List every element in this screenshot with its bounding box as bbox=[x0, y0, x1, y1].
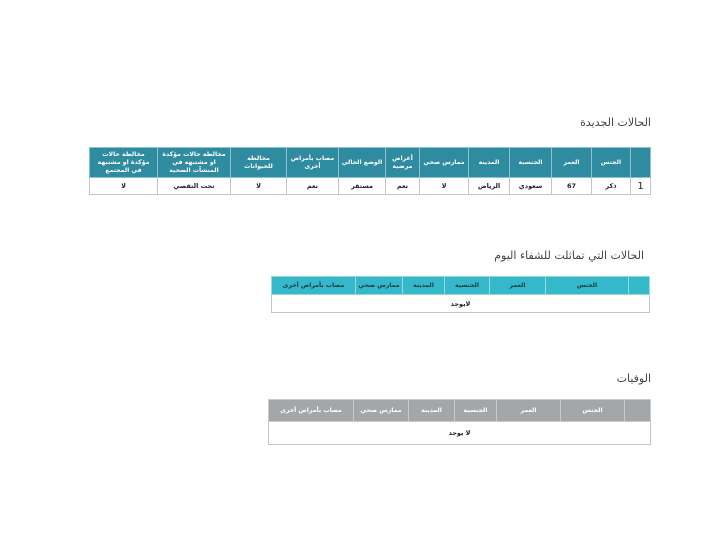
table-header-row bbox=[269, 400, 651, 422]
new-cases-table bbox=[89, 147, 651, 195]
column-header bbox=[629, 277, 650, 295]
column-header: المدينة bbox=[469, 148, 510, 178]
table-cell: لا bbox=[231, 178, 287, 195]
table-cell: الرياض bbox=[469, 178, 510, 195]
recovered-table bbox=[271, 276, 650, 313]
column-header: الوضع الحالي bbox=[339, 148, 386, 178]
column-header bbox=[625, 400, 651, 422]
table-cell: ذكر bbox=[592, 178, 631, 195]
table-row bbox=[269, 422, 651, 445]
column-header: المدينة bbox=[403, 277, 445, 295]
column-header: ممارس صحي bbox=[354, 400, 409, 422]
column-header: مخالطة للحيوانات bbox=[231, 148, 287, 178]
table-cell: لا bbox=[420, 178, 469, 195]
empty-message: لا يوجد bbox=[269, 422, 651, 445]
table-cell: تحت التقصي bbox=[158, 178, 231, 195]
table-header-row bbox=[90, 148, 651, 178]
table-row bbox=[90, 178, 651, 195]
column-header: الجنس bbox=[546, 277, 629, 295]
column-header: مصاب بأمراض أخرى bbox=[287, 148, 339, 178]
empty-message: لايوجد bbox=[272, 295, 650, 313]
column-header: الجنسية bbox=[510, 148, 552, 178]
table-cell: سعودي bbox=[510, 178, 552, 195]
table-row bbox=[272, 295, 650, 313]
column-header: مصاب بأمراض أخرى bbox=[272, 277, 356, 295]
recovered-title: الحالات التي تماثلت للشفاء اليوم bbox=[494, 249, 644, 262]
table-header-row bbox=[272, 277, 650, 295]
column-header: الجنس bbox=[561, 400, 625, 422]
column-header: العمر bbox=[497, 400, 561, 422]
table-cell: مستقر bbox=[339, 178, 386, 195]
column-header: العمر bbox=[490, 277, 546, 295]
table-cell: نعم bbox=[287, 178, 339, 195]
new-cases-title: الحالات الجديدة bbox=[580, 116, 651, 129]
table-cell: لا bbox=[90, 178, 158, 195]
column-header: الجنسية bbox=[445, 277, 490, 295]
column-header bbox=[631, 148, 651, 178]
column-header: الجنس bbox=[592, 148, 631, 178]
table-cell: 67 bbox=[552, 178, 592, 195]
deaths-table bbox=[268, 399, 651, 445]
column-header: ممارس صحي bbox=[420, 148, 469, 178]
column-header: ممارس صحي bbox=[356, 277, 403, 295]
column-header: أعراض مرضية bbox=[386, 148, 420, 178]
column-header: العمر bbox=[552, 148, 592, 178]
table-cell: 1 bbox=[631, 178, 651, 195]
column-header: الجنسية bbox=[455, 400, 497, 422]
column-header: مخالطة حالات مؤكدة او مشتبهة في المجتمع bbox=[90, 148, 158, 178]
column-header: المدينة bbox=[409, 400, 455, 422]
table-cell: نعم bbox=[386, 178, 420, 195]
column-header: مصاب بأمراض أخرى bbox=[269, 400, 354, 422]
deaths-title: الوفيات bbox=[616, 372, 651, 385]
column-header: مخالطة حالات مؤكدة او مشتبهة في المنشآت الصحية bbox=[158, 148, 231, 178]
